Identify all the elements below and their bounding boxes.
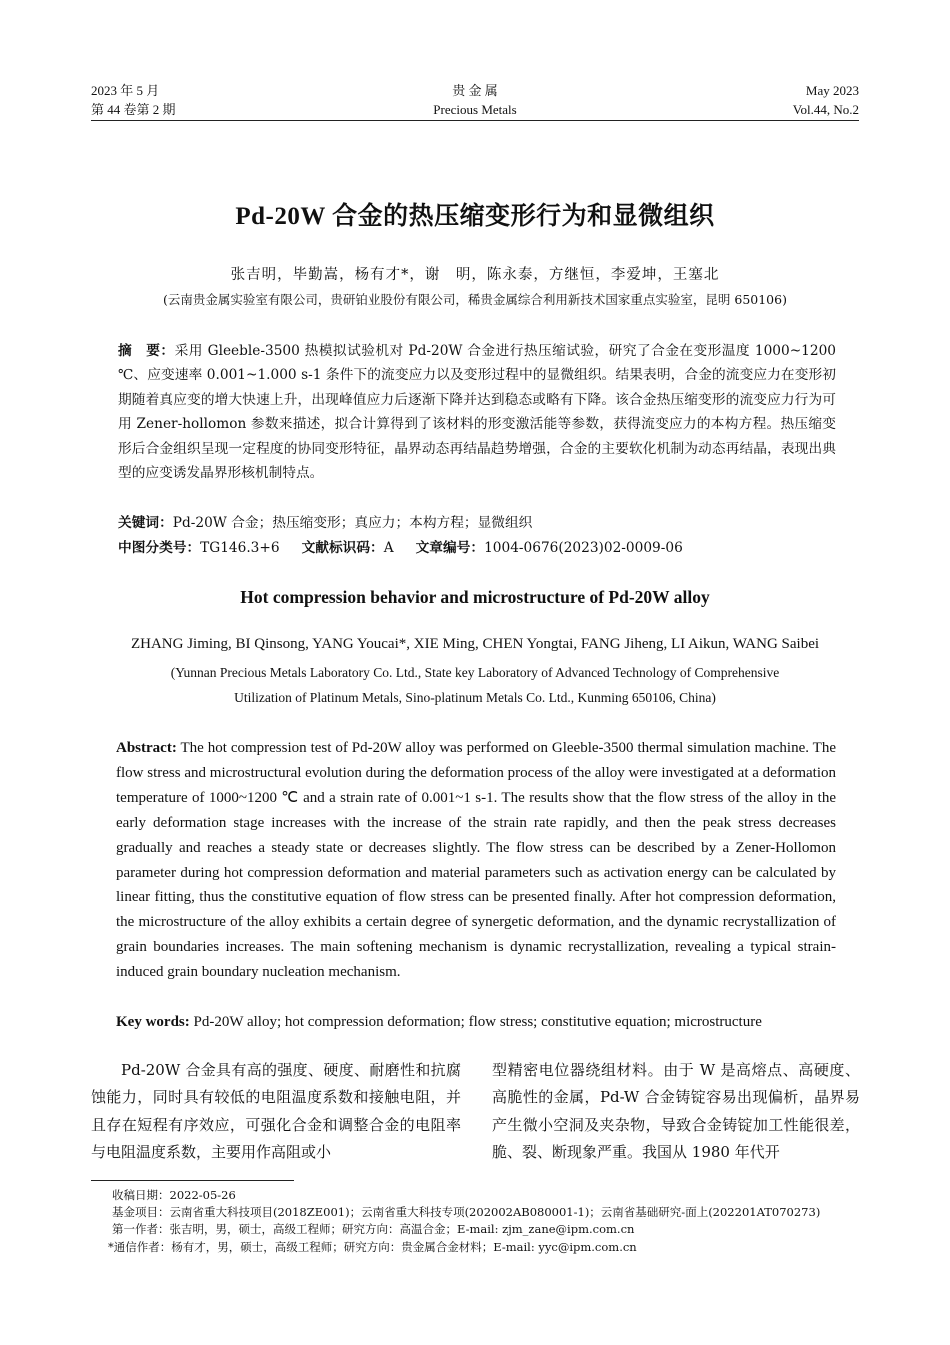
footnote-divider [91, 1180, 294, 1181]
affiliation-en-line2: Utilization of Platinum Metals, Sino-platinum Metals Co. Ltd., Kunming 650106, China) [234, 690, 716, 705]
abstract-en-label: Abstract: [116, 740, 177, 756]
clc-label: 中图分类号： [118, 540, 201, 556]
classification-line [118, 536, 838, 560]
body-paragraph-right: 型精密电位器绕组材料。由于 W 是高熔点、高硬度、高脆性的金属，Pd-W 合金铸锭容易出现偏析，晶界易产生微小空洞及夹杂物，导致合金铸锭加工性能很差，脆、裂、断现象严重。我国从 1980 年代开 [492, 1061, 860, 1161]
article-number-value: 1004-0676(2023)02-0009-06 [484, 540, 683, 556]
paper-title-cn: Pd-20W 合金的热压缩变形行为和显微组织 [235, 203, 715, 230]
body-column-left [91, 1057, 461, 1166]
journal-name-cn: 贵 金 属 [452, 83, 498, 98]
keywords-en [116, 1010, 856, 1034]
paper-title-en: Hot compression behavior and microstructure of Pd-20W alloy [240, 587, 710, 607]
abstract-cn [118, 339, 836, 485]
keywords-en-text: Pd-20W alloy; hot compression deformation; flow stress; constitutive equation; microstructure [193, 1014, 762, 1030]
doc-code-label: 文献标识码： [301, 540, 384, 556]
abstract-cn-text: 采用 Gleeble-3500 热模拟试验机对 Pd-20W 合金进行热压缩试验，研究了合金在变形温度 1000~1200 ℃、应变速率 0.001~1.000 s-1 条件下的流变应力以及变形过程中的显微组织。结果表明，合金的流变应力在变形初期随着真应变的增大快速上升，出现峰值应力后逐渐下降并达到稳态或略有下降。该合金热压缩变形的流变应力行为可用 Zener-hollomon 参数来描述，拟合计算得到了该材料的形变激活能等参数，获得流变应力的本构方程。热压缩变形后合金组织呈现一定程度的协同变形特征，晶界动态再结晶趋势增强，合金的主要软化机制为动态再结晶，表现出典型的应变诱发晶界形核机制特点。 [118, 343, 836, 482]
abstract-en [116, 736, 836, 985]
authors-cn: 张吉明，毕勤嵩，杨有才*，谢 明，陈永泰，方继恒，李爱坤，王塞北 [230, 267, 720, 283]
issue-date-cn: 2023 年 5 月 [91, 83, 160, 98]
affiliation-cn: (云南贵金属实验室有限公司，贵研铂业股份有限公司，稀贵金属综合利用新技术国家重点实验室，昆明 650106) [163, 292, 787, 307]
footnote-received-date: 收稿日期：2022-05-26 [112, 1188, 236, 1202]
abstract-en-text: The hot compression test of Pd-20W alloy was performed on Gleeble-3500 thermal simulation machine. The flow stress and microstructural evolution during the deformation process of the alloy were investigated at a deformation temperature of 1000~1200 ℃ and a strain rate of 0.001~1 s-1. The results show that the flow stress of the alloy in the early deformation stage increases with the increase of the strain rate rapidly, and then the peak stress decreases gradually and reaches a steady state or decreases slightly. The flow stress can be described by a Zener-Hollomon parameter during hot compression deformation and material parameters such as activation energy can be calculated by linear fitting, thus the constitutive equation of flow stress can be presented finally. After hot compression deformation, the microstructure of the alloy exhibits a certain degree of synergetic deformation, and the dynamic recrystallization of grain boundaries increases. The main softening mechanism is dynamic recrystallization, revealing a typical strain-induced grain boundary nucleation mechanism. [116, 740, 836, 981]
volume-issue-en: Vol.44, No.2 [792, 102, 859, 117]
clc-value: TG146.3+6 [200, 540, 280, 556]
footnotes [108, 1187, 872, 1256]
article-number-label: 文章编号： [415, 540, 485, 556]
volume-issue-cn: 第 44 卷第 2 期 [91, 102, 176, 117]
header-divider [91, 120, 859, 121]
doc-code-value: A [383, 540, 394, 556]
issue-date-en: May 2023 [805, 83, 859, 98]
keywords-cn [118, 511, 838, 535]
keywords-en-label: Key words: [116, 1014, 190, 1030]
journal-name-en: Precious Metals [433, 102, 517, 117]
authors-en: ZHANG Jiming, BI Qinsong, YANG Youcai*, XIE Ming, CHEN Yongtai, FANG Jiheng, LI Aikun, WANG Saibei [130, 636, 820, 652]
footnote-funding: 基金项目：云南省重大科技项目(2018ZE001)；云南省重大科技专项(202002AB080001-1)；云南省基础研究-面上(202201AT070273) [112, 1205, 821, 1220]
header-right [793, 81, 859, 119]
body-column-right [492, 1057, 860, 1166]
abstract-cn-label: 摘 要： [118, 343, 175, 359]
footnote-first-author: 第一作者：张吉明，男，硕士，高级工程师；研究方向：高温合金；E-mail: zjm_zane@ipm.com.cn [112, 1222, 635, 1237]
keywords-cn-text: Pd-20W 合金；热压缩变形；真应力；本构方程；显微组织 [172, 515, 533, 531]
footnote-corresponding-author: *通信作者：杨有才，男，硕士，高级工程师；研究方向：贵金属合金材料；E-mail: yyc@ipm.com.cn [108, 1239, 637, 1254]
keywords-cn-label: 关键词： [118, 515, 173, 531]
affiliation-en [0, 660, 950, 710]
affiliation-en-line1: (Yunnan Precious Metals Laboratory Co. Ltd., State key Laboratory of Advanced Technology of Comprehensive [170, 665, 780, 680]
body-paragraph-left: Pd-20W 合金具有高的强度、硬度、耐磨性和抗腐蚀能力，同时具有较低的电阻温度系数和接触电阻，并且存在短程有序效应，可强化合金和调整合金的电阻率与电阻温度系数，主要用作高阻或小 [91, 1061, 461, 1161]
